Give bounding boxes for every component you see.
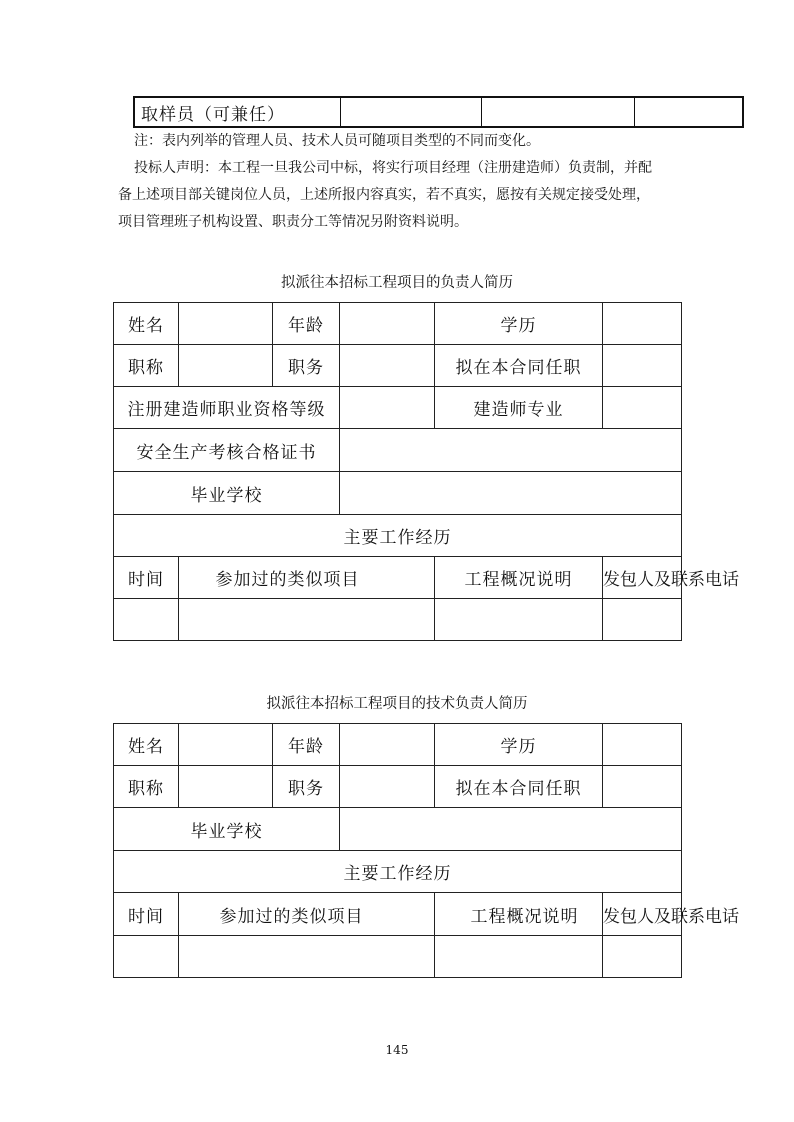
education-value	[603, 303, 682, 345]
proposed-position-label: 拟在本合同任职	[435, 345, 603, 387]
title-value	[179, 766, 273, 808]
proposed-position-label: 拟在本合同任职	[435, 766, 603, 808]
experience-cell	[114, 936, 179, 978]
name-label: 姓名	[114, 303, 179, 345]
col-contractor: 发包人及联系电话	[603, 893, 682, 936]
table-note: 注：表内列举的管理人员、技术人员可随项目类型的不同而变化。	[134, 133, 540, 149]
school-value	[340, 472, 682, 515]
col-overview: 工程概况说明	[435, 557, 603, 599]
school-value	[340, 808, 682, 851]
age-label: 年龄	[273, 303, 340, 345]
safety-cert-value	[340, 429, 682, 472]
col-projects: 参加过的类似项目	[179, 557, 435, 599]
empty-cell	[634, 97, 743, 127]
empty-cell	[340, 97, 481, 127]
age-value	[340, 303, 435, 345]
sampler-row-label: 取样员（可兼任）	[134, 97, 340, 127]
staff-table-tail	[133, 96, 744, 128]
name-label: 姓名	[114, 724, 179, 766]
proposed-position-value	[603, 345, 682, 387]
experience-cell	[179, 936, 435, 978]
age-label: 年龄	[273, 724, 340, 766]
resume2-table	[113, 723, 739, 978]
experience-cell	[435, 599, 603, 641]
declaration-line-3: 项目管理班子机构设置、职责分工等情况另附资料说明。	[118, 214, 468, 230]
specialty-value	[603, 387, 682, 429]
experience-header: 主要工作经历	[114, 851, 682, 893]
col-time: 时间	[114, 893, 179, 936]
duty-label: 职务	[273, 766, 340, 808]
education-label: 学历	[435, 724, 603, 766]
resume2-title: 拟派往本招标工程项目的技术负责人简历	[266, 696, 528, 712]
resume1-table	[113, 302, 739, 641]
experience-cell	[435, 936, 603, 978]
experience-cell	[179, 599, 435, 641]
col-projects: 参加过的类似项目	[179, 893, 435, 936]
declaration-line-1: 投标人声明：本工程一旦我公司中标，将实行项目经理（注册建造师）负责制，并配	[134, 160, 652, 176]
page-number: 145	[385, 1043, 409, 1057]
school-label: 毕业学校	[114, 472, 340, 515]
age-value	[340, 724, 435, 766]
experience-cell	[114, 599, 179, 641]
title-value	[179, 345, 273, 387]
school-label: 毕业学校	[114, 808, 340, 851]
duty-value	[340, 766, 435, 808]
cert-grade-value	[340, 387, 435, 429]
col-overview: 工程概况说明	[435, 893, 603, 936]
experience-cell	[603, 599, 682, 641]
title-label: 职称	[114, 766, 179, 808]
col-contractor: 发包人及联系电话	[603, 557, 682, 599]
specialty-label: 建造师专业	[435, 387, 603, 429]
name-value	[179, 303, 273, 345]
experience-cell	[603, 936, 682, 978]
cert-grade-label: 注册建造师职业资格等级	[114, 387, 340, 429]
empty-cell	[481, 97, 634, 127]
name-value	[179, 724, 273, 766]
safety-cert-label: 安全生产考核合格证书	[114, 429, 340, 472]
experience-header: 主要工作经历	[114, 515, 682, 557]
col-time: 时间	[114, 557, 179, 599]
title-label: 职称	[114, 345, 179, 387]
education-label: 学历	[435, 303, 603, 345]
duty-value	[340, 345, 435, 387]
proposed-position-value	[603, 766, 682, 808]
duty-label: 职务	[273, 345, 340, 387]
declaration-line-2: 备上述项目部关键岗位人员，上述所报内容真实，若不真实，愿按有关规定接受处理，	[118, 187, 650, 203]
education-value	[603, 724, 682, 766]
resume1-title: 拟派往本招标工程项目的负责人简历	[281, 275, 513, 291]
